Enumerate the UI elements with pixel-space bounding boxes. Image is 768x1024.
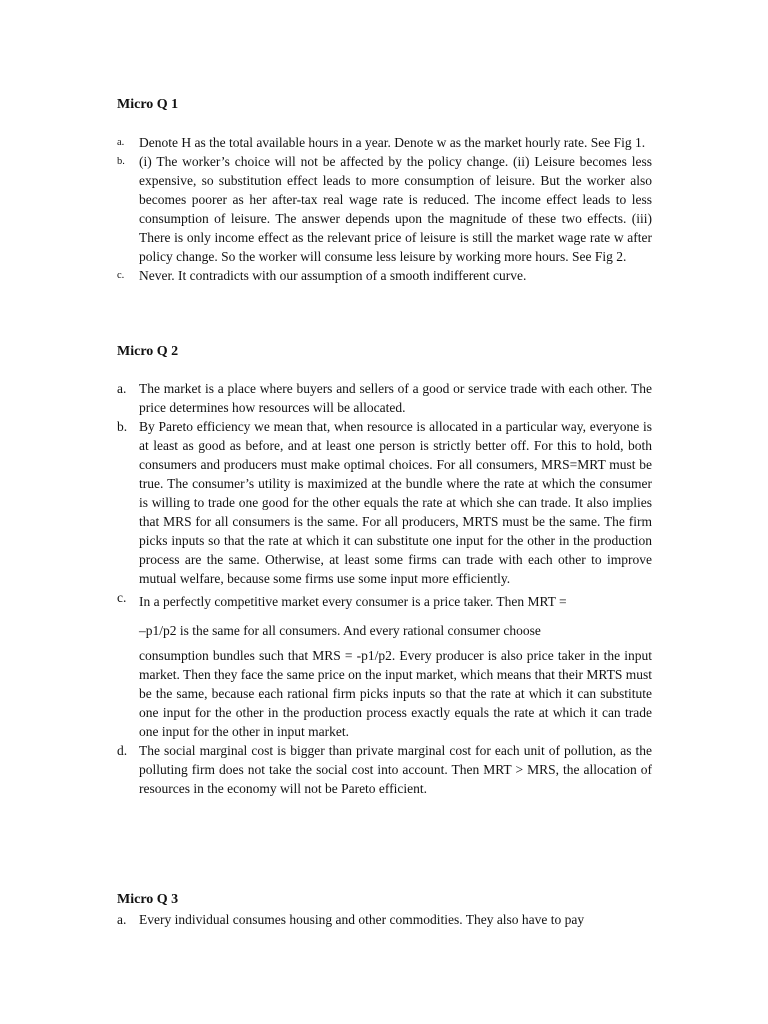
- section-heading: Micro Q 2: [117, 344, 179, 359]
- item-text: By Pareto efficiency we mean that, when resource is allocated in a particular way, everyone is at least as good as before, and at least one person is strictly better off. For this to hold, both consumers and producers must make optimal choices. For all consumers, MRS=MRT must be true. The consumer’s utility is maximized at the bundle where the rate at which the consumer is willing to trade one good for the other equals the rate at which she can trade. It also implies that MRS for all consumers is the same. For all producers, MRTS must be the same. The firm picks inputs so that the rate at which it can substitute one input for the other in the production process are the same. Otherwise, at least some firms can trade with each other to improve mutual welfare, because some firms use some input more efficiently.: [139, 419, 652, 586]
- item-text: Denote H as the total available hours in a year. Denote w as the market hourly rate. See Fig 1.: [139, 135, 646, 150]
- item-marker: b.: [117, 419, 128, 434]
- item-text: consumption bundles such that MRS = -p1/p2. Every producer is also price taker in the input market. Then they face the same price on the input market, which means that their MRTS must be the same, because each rational firm picks inputs so that the rate at which it can substitute one input for the other in the production process exactly equals the rate at which it can trade one input for the other in input market.: [139, 648, 652, 739]
- list-item: [117, 741, 652, 798]
- section-heading: Micro Q 3: [117, 892, 179, 907]
- q3-answer-list: [117, 910, 652, 929]
- item-marker: d.: [117, 743, 128, 758]
- list-item: [117, 588, 652, 741]
- section-micro-q3: [117, 891, 652, 909]
- item-text-line: –p1/p2 is the same for all consumers. And every rational consumer choose: [139, 623, 541, 638]
- list-item: [117, 133, 652, 152]
- list-item: [117, 910, 652, 929]
- item-marker: a.: [117, 381, 127, 396]
- list-item: [117, 379, 652, 417]
- item-marker: c.: [117, 590, 127, 605]
- section-micro-q1: [117, 96, 652, 114]
- item-text: (i) The worker’s choice will not be affected by the policy change. (ii) Leisure becomes less expensive, so substitution effect leads to more consumption of leisure. But the worker also becomes poorer as her after-tax real wage rate is reduced. The income effect leads to less consumption of leisure. The answer depends upon the magnitude of these two effects. (iii) There is only income effect as the relevant price of leisure is still the market wage rate w after policy change. So the worker will consume less leisure by working more hours. See Fig 2.: [139, 154, 652, 264]
- item-text: Every individual consumes housing and other commodities. They also have to pay: [139, 912, 585, 927]
- item-marker: a.: [117, 137, 125, 148]
- section-micro-q2: [117, 343, 652, 361]
- item-text: The social marginal cost is bigger than private marginal cost for each unit of pollution, as the polluting firm does not take the social cost into account. Then MRT > MRS, the allocation of resources in the economy will not be Pareto efficient.: [139, 743, 652, 796]
- item-marker: b.: [117, 156, 125, 167]
- item-marker: c.: [117, 270, 125, 281]
- item-text-line: In a perfectly competitive market every consumer is a price taker. Then MRT =: [139, 594, 567, 609]
- item-marker: a.: [117, 912, 127, 927]
- item-text: The market is a place where buyers and sellers of a good or service trade with each other. The price determines how resources will be allocated.: [139, 381, 652, 415]
- section-heading: Micro Q 1: [117, 97, 179, 112]
- list-item: [117, 266, 652, 285]
- item-text: Never. It contradicts with our assumption of a smooth indifferent curve.: [139, 268, 527, 283]
- list-item: [117, 417, 652, 588]
- list-item: [117, 152, 652, 266]
- q2-answer-list: [117, 379, 652, 798]
- q1-answer-list: [117, 133, 652, 285]
